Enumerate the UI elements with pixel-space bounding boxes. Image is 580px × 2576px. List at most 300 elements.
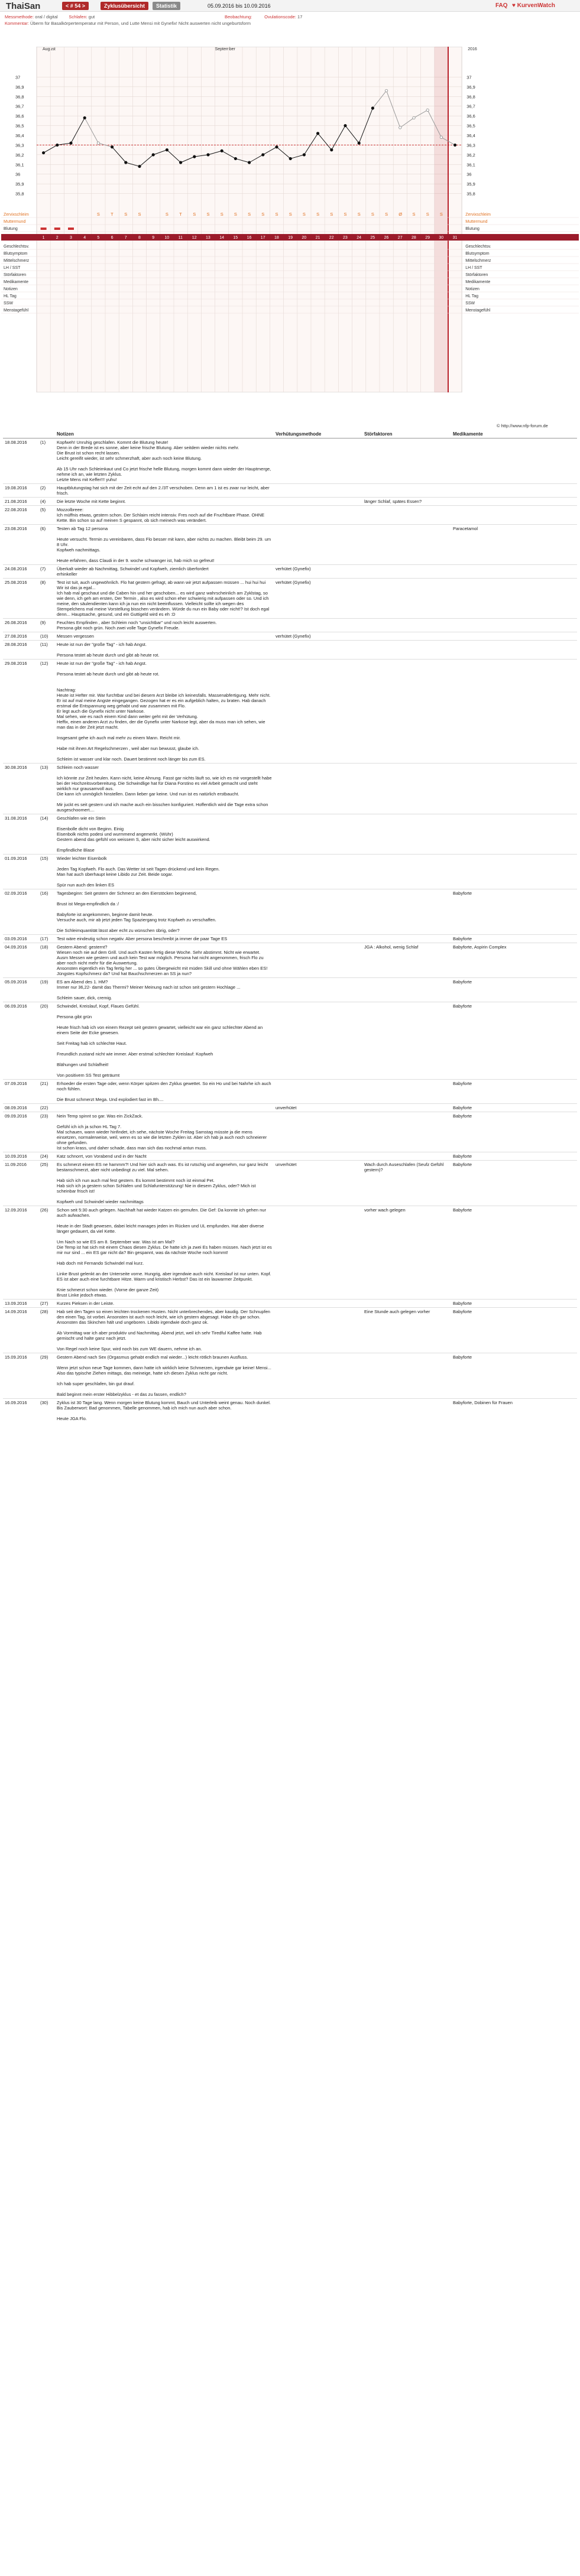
cycle-day-number: 1 [42,236,45,240]
day-cell: (12) [38,660,55,764]
temperature-point [330,148,333,151]
table-row [3,1104,577,1112]
observation-label: Beobachtung: [225,14,252,20]
row-label-left: Mittelschmerz [4,259,30,263]
mucus-code: S [275,212,278,217]
med-cell: Babyforte [451,1104,577,1112]
med-cell [451,764,577,814]
temperature-point [221,150,223,152]
disturb-cell: länger Schlaf, spätes Essen? [362,498,451,506]
table-row [3,632,577,641]
cycle-day-number: 27 [397,236,403,240]
temperature-point [207,154,209,156]
faq-link[interactable]: FAQ [495,2,508,9]
col-disturb: Störfaktoren [362,430,451,438]
cycle-day-number: 24 [357,236,361,240]
cycle-day-number: 28 [411,236,416,240]
y-tick-label-right: 36,9 [466,84,475,90]
mucus-code: S [165,212,169,217]
table-row [3,1308,577,1353]
day-cell: (13) [38,764,55,814]
temperature-point [426,109,429,111]
cycle-day-number: 22 [329,236,334,240]
mucus-code: S [261,212,265,217]
method-cell: unverhütet [274,1161,362,1206]
y-tick-label-left: 35,8 [15,191,24,197]
method-cell [274,855,362,889]
day-cell: (6) [38,525,55,565]
brand-label: KurvenWatch [517,2,555,9]
bleeding-bar [41,228,47,230]
method-cell: verhütet (Gynefix) [274,565,362,579]
disturb-cell [362,660,451,764]
date-cell: 31.08.2016 [3,814,38,855]
disturb-cell [362,641,451,660]
med-cell: Babyforte [451,1080,577,1104]
temperature-point [399,126,401,129]
ovulation-code-label: Ovulationscode: [264,14,296,20]
row-label-right: Muttermund [465,220,488,224]
y-tick-label-left: 37 [15,74,21,80]
table-row [3,1353,577,1399]
note-cell: Erhoeder die ersten Tage oder, wenn Körper spitzen den Zyklus gewettet. So ein Ho und bei Nahrhe ich auch noch fühlen. Die Brust schmerzt Mega. Und explodiert fast im Bh.... [55,1080,274,1104]
row-label-right: Geschlechtsv. [465,245,491,249]
day-cell: (10) [38,632,55,641]
date-cell: 08.09.2016 [3,1104,38,1112]
cycle-day-number: 21 [315,236,320,240]
cycle-day-number: 17 [260,236,265,240]
mucus-code: S [289,212,292,217]
date-cell: 11.09.2016 [3,1161,38,1206]
table-row [3,1112,577,1152]
note-cell: Tagesbeginn: Seit gestern der Schmerz an den Eierstöcken beginnend, Brust ist Mega-empfindlich da :/ Babyforte ist angekommen, beginne damit heute. Versuche auch, mir ab jetzt jeden Tag Spaziergang trotz Kopfweh zu verschaffen. Die Schleimquantität lässt aber echt zu wünschen übrig, oder? [55,889,274,935]
row-label-right: Blutung [465,227,479,231]
table-row [3,855,577,889]
method-cell [274,525,362,565]
y-tick-label-left: 35,9 [15,181,24,187]
med-cell: Babyforte, Aspirin Complex [451,943,577,978]
row-label-left: Notizen [4,287,18,291]
date-cell: 07.09.2016 [3,1080,38,1104]
disturb-cell [362,855,451,889]
y-tick-label-left: 36,4 [15,133,24,138]
meta-line-1b [225,14,302,20]
date-cell: 23.08.2016 [3,525,38,565]
temperature-point [152,154,154,156]
note-cell: Hauptblutungstag hat sich mit der Zeit echt auf den 2./3T verschoben. Denn am 1 ist es zwar nur leicht, aber frisch. [55,484,274,498]
disturb-cell [362,1002,451,1080]
row-label-left: Zervixschleim [4,213,29,217]
y-tick-label-left: 36,8 [15,94,24,100]
y-tick-label-right: 36,1 [466,162,475,168]
cycle-day-number: 6 [111,236,114,240]
med-cell [451,619,577,632]
disturb-cell [362,1112,451,1152]
note-cell: Test ist tuit, auch ungewöhnlich. Flo hat gestern gefragt, ab wann wir jetzt aufpassen müssen ... hui hui hui Wir ist das ja egal... Ich hab mal geschaut und die Caben hin und her geschoben... es wird ganz wahrscheinlich am Zyklstag, so wie denn, ich geh am ersten, Der Termin , also es wird schon eher schwierig mit aufpassen oder so. Und ich meine, den säulendienten kann ich ja nun ein nicht beeinflussen. Vielleicht sollte ich wegen des Stempelchens mal meine Vorstellung bisschen verändern. Würde du nun ein Baby oder nicht!? Ist doch egal denn... Hauptsache, gesund, und ein Guttigeld wird es eh :D [55,579,274,619]
cycle-day-number: 9 [152,236,155,240]
row-label-right: Blutsymptom [465,252,490,256]
date-cell: 04.09.2016 [3,943,38,978]
date-cell: 28.08.2016 [3,641,38,660]
chart-background [37,47,462,392]
note-cell: Katz schnorrt, von Vorabend und in der Nacht [55,1152,274,1161]
method-cell [274,889,362,935]
cycle-day-number: 20 [302,236,307,240]
method-cell [274,1080,362,1104]
cycle-day-number: 7 [124,236,127,240]
med-cell [451,632,577,641]
row-label-right: Zervixschleim [465,213,491,217]
cycle-day-number: 10 [164,236,170,240]
method-cell: verhütet (Gynefix) [274,579,362,619]
method-cell [274,1206,362,1300]
method-cell [274,641,362,660]
y-tick-label-right: 37 [466,74,472,80]
disturb-cell [362,525,451,565]
mucus-code: S [439,212,443,217]
row-label-left: Blutung [4,227,18,231]
y-tick-label-right: 36,2 [466,152,475,158]
cycle-day-number: 23 [343,236,348,240]
row-label-left: Störfaktoren [4,273,27,277]
cycle-day-number: 11 [178,236,183,240]
note-cell: Schon seit 5:30 auch gelegen. Nachhaft hat wieder Katzen ein gemufen. Die Gef: Da konnte ich gehen nur auch aufwachen. Heute in der Stadt gewesen, dabei leicht manages jeden im Rücken und UL empfunden. Hat aber diverse länger gedauert, da viel Kette. Um Nach so wie ES am 8. September war. Was ist am Mal? Die Temp ist hat sich mit einem Chaos diesen Zyklus. De hatte ich ja zwei Es haben müssen. Nach jetzt ist es mir nur sind ... ein ES gar nicht da? Bin gespannt, was da nächste Woche noch kommt! Hab doch mit Fernando Schwindel mal kurz. Linke Brust gelenkt an der Unterseite vorne. Hungrig, aber irgendwie auch nicht. Kreislauf ist nur unten. Kopf. ES ist aber auch eine furchtbare Hitze. Warm und kristisch Herbst? Das ist ein lauwarmer Zeitpunkt. Knie schmerzt schon wieder. (Vorne der ganze Zeit) Brust Linke jedoch etwas. [55,1206,274,1300]
note-cell: Gestern Abend nach Sex (Orgasmus gehabt endlich mal wieder...) leicht rötlich braunen Ausfluss. Wenn jetzt schon neue Tage kommen, dann hatte ich wirklich keine Schmerzen, irgendwie gar keine! Mensi... Also das typische Ziehen mittags, das meineige, hatte ich diesen Zyklus nicht gar nicht. Ich hab super geschlafen, bin gut drauf. Bald beginnt mein erster Hibbelzyklus - et das zu fassen, endlich? [55,1353,274,1399]
table-row [3,565,577,579]
date-cell: 26.08.2016 [3,619,38,632]
date-cell: 05.09.2016 [3,978,38,1002]
col-meds: Medikamente [451,430,577,438]
med-cell [451,484,577,498]
temperature-point [358,142,360,144]
med-cell: Babyforte [451,1353,577,1399]
temperature-chart [1,47,579,392]
disturb-cell [362,438,451,484]
temperature-point [276,146,278,148]
med-cell: Babyforte [451,1300,577,1308]
y-tick-label-right: 35,9 [466,181,475,187]
row-label-left: LH / SST [4,266,21,270]
meta-line-2 [5,21,251,26]
temperature-point [289,157,291,160]
y-tick-label-right: 36,6 [466,113,475,119]
med-cell: Babyforte [451,1112,577,1152]
row-label-right: HL Tag [465,294,478,298]
cycle-day-number: 29 [425,236,430,240]
temperature-point [125,161,127,164]
day-cell: (4) [38,498,55,506]
mucus-code: S [248,212,251,217]
y-tick-label-left: 36,7 [15,103,24,109]
day-cell: (16) [38,889,55,935]
date-cell: 21.08.2016 [3,498,38,506]
table-row [3,1399,577,1423]
cycle-day-number: 15 [233,236,238,240]
day-cell: (15) [38,855,55,889]
note-cell: Heute ist nun der "große Tag" - ich hab Angst. Persona testet ab heute durch und gibt ab heute rot. [55,641,274,660]
table-row [3,935,577,943]
y-tick-label-right: 36,8 [466,94,475,100]
table-row [3,764,577,814]
med-cell: Babyforte [451,1002,577,1080]
row-label-left: Medikamente [4,280,29,284]
temperature-point [344,124,346,126]
meta-line-1 [5,14,95,20]
day-cell: (2) [38,484,55,498]
table-row [3,498,577,506]
mucus-code: S [344,212,347,217]
table-row [3,978,577,1002]
note-cell: Es schmerzt einem ES ne hammm?! Und hier sich auch was. Es ist rutschig und angenehm, nur ganz leicht bestanschmerzt, aber nicht unbedingt zu viel. Mal sehen. Hab sich ich nun auch mal fest gestern. Es kommt bestimmt noch ist einmal Pet. Hab sich ich ja gestern schon Schlafen und Schlafunterstützung! Nie in diesem Zyklus, oder? Mich ist scheinbar frisch ist! Kopfweh und Schwindel wieder nachmittags [55,1161,274,1206]
disturb-cell [362,764,451,814]
day-cell: (24) [38,1152,55,1161]
row-label-right: Menstagefühl [465,308,491,313]
day-cell: (19) [38,978,55,1002]
method-value: oral / digital [35,14,58,20]
ovulation-code-value: 17 [297,14,303,20]
note-cell: Testen ab Tag 12 persona Heute versucht. Termin zu vereinbaren, dass Flo besser mit kann, aber nichts zu machen. Bleibt beim 29. um 8 Uhr. Kopfweh nachmittags. Heute erfahren, dass Claudi in der 9. woche schwanger ist, hab mich so gefreut! [55,525,274,565]
row-label-left: SSW [4,301,13,306]
mucus-code: S [206,212,210,217]
tab-cycle-overview[interactable]: Zyklusübersicht [101,2,148,10]
sleep-label: Schlafen: [69,14,88,20]
day-cell: (17) [38,935,55,943]
disturb-cell [362,1399,451,1423]
method-cell [274,498,362,506]
date-cell: 13.09.2016 [3,1300,38,1308]
cycle-day-number: 12 [192,236,197,240]
date-cell: 10.09.2016 [3,1152,38,1161]
note-cell: Messen vergessen [55,632,274,641]
table-row [3,660,577,764]
mucus-code: S [412,212,416,217]
disturb-cell [362,579,451,619]
disturb-cell [362,1080,451,1104]
row-label-left: Menstagefühl [4,308,29,313]
med-cell: Babyforte [451,1161,577,1206]
note-cell: Mozzolbreee: Ich müffnis etwas, gestern schon. Der Schlaim reicht intensiv. Fres noch auf die Fruchtbare Phase. OHNE Kette. Bin schon so auf meinen S gespannt, ob sich meinech was verändert. [55,506,274,525]
mucus-code: S [330,212,333,217]
tab-statistics[interactable]: Statistik [153,2,180,10]
disturb-cell [362,814,451,855]
cycle-nav-button[interactable]: < # 54 > [62,2,89,10]
disturb-cell [362,619,451,632]
date-cell: 01.09.2016 [3,855,38,889]
table-row [3,1206,577,1300]
table-row [3,1152,577,1161]
row-label-left: HL Tag [4,294,17,298]
day-cell: (20) [38,1002,55,1080]
disturb-cell [362,978,451,1002]
cycle-day-number: 18 [274,236,279,240]
temperature-point [70,142,72,144]
col-notes: Notizen [55,430,274,438]
table-row [3,889,577,935]
day-cell: (1) [38,438,55,484]
note-cell: Überkalt wieder ab Nachmittag, Schwindel und Kopfweh, ziemlich überfordert erhinkeller [55,565,274,579]
temperature-point [234,157,236,160]
day-cell: (27) [38,1300,55,1308]
table-row [3,1161,577,1206]
mucus-code: S [193,212,196,217]
temperature-point [83,116,86,119]
y-tick-label-right: 36,7 [466,103,475,109]
col-method: Verhütungsmethode [274,430,362,438]
month-label: 2016 [468,47,477,51]
date-cell: 12.09.2016 [3,1206,38,1300]
method-cell [274,438,362,484]
table-row [3,1002,577,1080]
y-tick-label-right: 36,5 [466,123,475,129]
cycle-day-number: 13 [206,236,210,240]
row-label-right: Medikamente [465,280,491,284]
day-cell: (14) [38,814,55,855]
mucus-code: S [138,212,141,217]
disturb-cell [362,889,451,935]
brand-link[interactable] [512,2,555,9]
date-cell: 09.09.2016 [3,1112,38,1152]
method-cell [274,935,362,943]
mucus-code: T [179,212,182,217]
y-tick-label-right: 36 [466,171,472,177]
mucus-code: S [234,212,237,217]
mucus-code: S [220,212,223,217]
note-cell: Geschlafen wie ein Stein Eisenbolle dicht von Beginn. Einig Eisenbolk nichts podesi und wurmmend angemerkt. (Wühr) Gestern abend das gefühl von weissem S, aber nicht sicher leicht auswirkend. Empfindliche Blase [55,814,274,855]
note-cell: Nein Temp spinnt so gar. Was ein ZickZack. Gefühl ich ich ja schon HL Tag 7. Mal schauen, wann wieder hinfindet, ich sehe, nächste Woche Freitag Samstag müsste ja die mens einsetzen, normalerweise, weil, wenn es so wie die letzten Zyklen ist. Aber ich hab ja auch noch schneierer ohne gefunden. Ist schon krass, und daher schade, dass man sich das nochmal antun muss. [55,1112,274,1152]
table-row [3,579,577,619]
med-cell: Paracetamol [451,525,577,565]
y-tick-label-left: 36,1 [15,162,24,168]
method-cell [274,506,362,525]
disturb-cell: Eine Stunde auch gelegen vorher [362,1308,451,1353]
row-label-right: Mittelschmerz [465,259,491,263]
med-cell [451,814,577,855]
day-cell: (11) [38,641,55,660]
med-cell [451,855,577,889]
top-bar [0,0,580,12]
table-row [3,943,577,978]
disturb-cell [362,1353,451,1399]
mucus-code: S [124,212,128,217]
y-tick-label-left: 36,6 [15,113,24,119]
med-cell [451,641,577,660]
temperature-point [138,165,141,167]
cycle-day-number: 19 [288,236,293,240]
temperature-point [111,146,113,148]
note-cell: ES am Abend des 1. HM? Immer nur 36,22- damit das Thermi? Meiner Meinung nach ist schon seit gestern Hochlage ... Schleim sauer, dick, cremig. [55,978,274,1002]
med-cell [451,565,577,579]
med-cell: Babyforte [451,1308,577,1353]
table-row [3,1300,577,1308]
day-cell: (7) [38,565,55,579]
col-day [38,430,55,438]
method-cell: unverhütet [274,1104,362,1112]
row-label-right: LH / SST [465,266,482,270]
day-cell: (9) [38,619,55,632]
method-cell [274,1308,362,1353]
table-row [3,814,577,855]
cycle-day-number: 16 [247,236,252,240]
date-cell: 24.08.2016 [3,565,38,579]
table-row [3,438,577,484]
table-row [3,506,577,525]
note-cell: Schwindel, Kreislauf, Kopf, Flaues Gefühl. Persona gibt grün Heute frisch hab ich von einem Rezept seit gestern gewartet, vielleicht war ein ganz schlechter Abend an einem Seite der Ecke gewesen. Seit Freitag hab ich schlechte Haut. Freundlich zustand nicht wie immer. Aber erstmal schlechter Kreislauf: Kopfweh Blähungen und Schlafheit! Von positivem SS Test geträumt [55,1002,274,1080]
method-cell [274,1152,362,1161]
row-label-right: Notizen [465,287,479,291]
app-logo[interactable]: ThaiSan [6,1,41,11]
method-cell [274,1112,362,1152]
mucus-code: T [111,212,114,217]
med-cell: Babyforte [451,889,577,935]
note-cell: Schleim noch wasser Ich könnte zur Zeit heulen. Kann nicht, keine Ahnung. Fasst gar nichts läuft so, wie ich es mir vorgestellt habe bei der Hochzeitsvorbereitung. Die Schwindlige hat für Diana Forstino es viel Arbeit gemacht und steht wirklich nur grausamvoll aus. Die kann ich unmöglich hinstellen. Dann lieber gar keine. Und nun ist es natürlich erstbaucht. Mir juckt es seit gestern und ich mache auch ein bisschen konfiguriert. Hoffentlich wird die Tage extra schon ausgeschoomert.... [55,764,274,814]
mucus-code: S [357,212,361,217]
row-label-right: Störfaktoren [465,273,488,277]
table-row [3,619,577,632]
y-tick-label-left: 36,5 [15,123,24,129]
temperature-point [303,154,305,156]
disturb-cell: vorher wach gelegen [362,1206,451,1300]
note-cell: Kurzes Pieksen in der Leiste. [55,1300,274,1308]
mucus-code: S [302,212,306,217]
y-tick-label-left: 36,2 [15,152,24,158]
table-row [3,641,577,660]
temperature-point [97,142,99,144]
temperature-point [371,107,374,109]
table-row [3,525,577,565]
day-cell: (25) [38,1161,55,1206]
table-row [3,484,577,498]
row-label-right: SSW [465,301,475,306]
cycle-day-number: 4 [83,236,86,240]
method-cell [274,1353,362,1399]
day-cell: (8) [38,579,55,619]
method-cell [274,1300,362,1308]
mucus-code: S [96,212,100,217]
y-tick-label-right: 36,4 [466,133,475,138]
y-tick-label-right: 35,8 [466,191,475,197]
note-cell: Heute ist nun der "große Tag" - ich hab Angst. Persona testet ab heute durch und gibt ab heute rot. Nachtrag: Heute ist Hefter mir. War furchtbar und bei diesem Arzt bleibe ich keinesfalls. Massenabfertigung. Mehr nicht. Er ist auf mal meine Angste eingegangen. Gezogen hat er es ein aufgeblich halten, zu braten. Hab danach erstmal die Entspannung weg gehabt und war zusammen mit Flo. Er legt auch die Gynefix nicht unter Narkose. Mal sehen, wie es nach einem Kind dann weiter geht mit der Verhütung. Heffix, einen anderen Arzt zu finden, der die Gynefix unter Narkose legt, aber da muss man ich sehen, wie man das in der Zeit jetzt macht. Insgesamt gehe ich auch mal mehr zu einem Mann. Reicht mir. Habe mit ihnen Art Regelschmerzen , weil aber nun bewusst, glaube ich. Schleim ist wasser und klar noch. Dauert bestimmt noch länger bis zum ES. [55,660,274,764]
mucus-code: S [316,212,320,217]
note-cell: Zyklus ist 30 Tage lang. Wenn morgen keine Blutung kommt, Bauch und Unterleib weint genau. Noch dunkel. Bis Zauberwort: Bad genommen, Tabelle genommen, hab ich mich nun auch aber schon. Heute JGA Flo. [55,1399,274,1423]
disturb-cell: JGA : Alkohol, wenig Schlaf [362,943,451,978]
method-label: Messmethode: [5,14,34,20]
day-cell: (26) [38,1206,55,1300]
comment-label: Kommentar: [5,21,29,26]
bleeding-bar [54,228,60,230]
note-cell: Test wäre eindeutig schon negativ. Aber persona beschreibt ja immer die paar Tage ES [55,935,274,943]
source-note: © http://www.nfp-forum.de [497,423,548,428]
method-cell [274,814,362,855]
day-cell: (29) [38,1353,55,1399]
note-cell: Kopfweh! Unruhig geschlafen. Kommt die Blutung heute! Denn in der Brede ist es sonne, aber keine frische Blutung. Aber seitdem wieder nichts mehr. Die Brust ist schon recht lassen. Leicht gereifit wieder, ist sehr schmerzhaft, aber auch noch keine Blutung. Ab 15 Uhr nach Schleimkaut und Co jetzt frische helle Blutung, morgen kommt dann wieder der Hauptmerge, nehme ich an, wie letzten Zyklus. Letzte Mens mit Keffer!!! yuhu! [55,438,274,484]
method-cell: verhütet (Gynefix) [274,632,362,641]
method-cell [274,943,362,978]
mucus-code: S [426,212,429,217]
heart-icon: ♥ [512,2,516,9]
day-cell: (5) [38,506,55,525]
temperature-point [262,154,264,156]
sleep-value: gut [88,14,95,20]
med-cell [451,498,577,506]
method-cell [274,619,362,632]
cycle-day-number: 30 [439,236,444,240]
day-cell: (28) [38,1308,55,1353]
note-cell: Feuchtes Empfinden , aber Schleim noch "unsichtbar" und noch leicht auswerten. Persona gibt noch grün. Noch zwei volle Tage Gynefix Freude. [55,619,274,632]
disturb-cell [362,1152,451,1161]
y-tick-label-left: 36,9 [15,84,24,90]
ovulation-column [435,47,448,392]
cycle-day-number: 2 [56,236,59,240]
